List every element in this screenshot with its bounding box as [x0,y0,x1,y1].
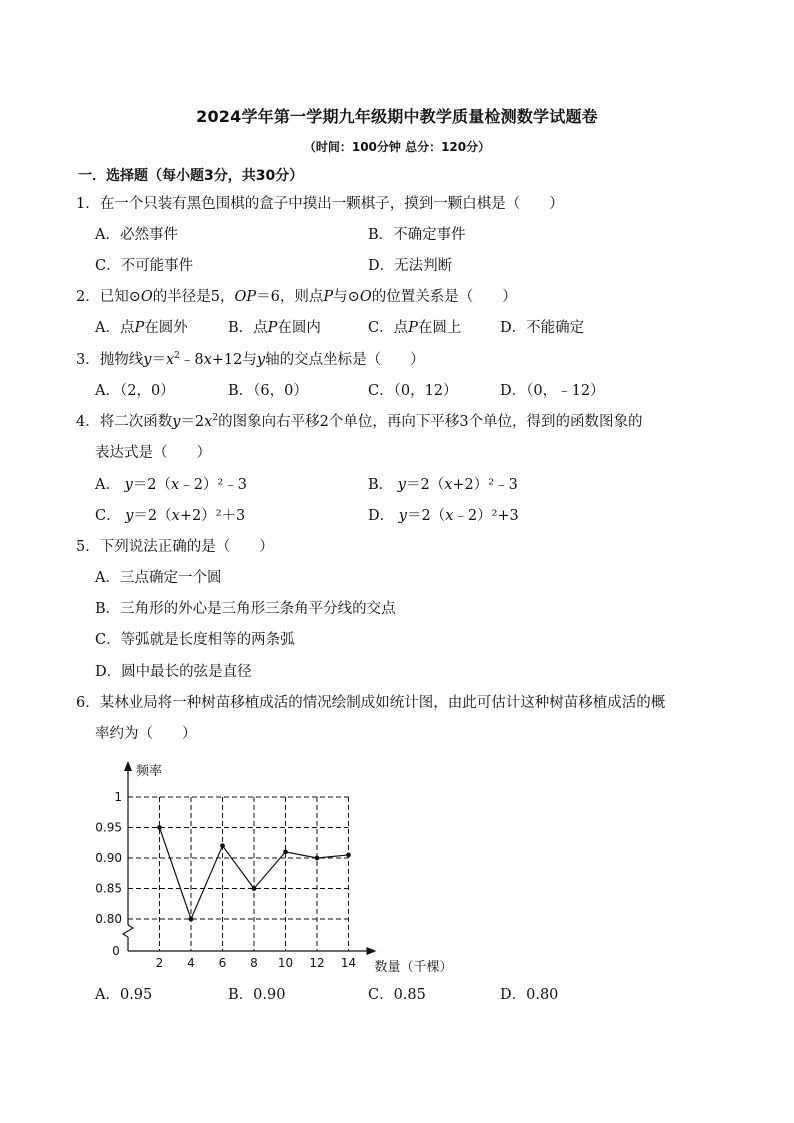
x-tick-label: 14 [340,956,357,970]
data-point [283,850,288,855]
data-point [252,886,257,891]
q5-option-b: B．三角形的外心是三角形三条角平分线的交点 [95,601,396,617]
q1-option-a: A．必然事件 [95,227,178,243]
q5-option-a: A．三点确定一个圆 [95,570,222,586]
y-tick-label: 0.85 [95,881,122,896]
origin-label: 0 [112,944,120,958]
question-3-stem: 3．抛物线$y=x^2﹣8x+12$与y轴的交点坐标是（ ） [76,351,425,368]
question-6-stem: 6．某林业局将一种树苗移植成活的情况绘制成如统计图，由此可估计这种树苗移植成活的概 [76,695,666,711]
x-tick-label: 8 [250,956,258,970]
q1-option-c: C．不可能事件 [95,258,194,274]
q2-option-a: A．点P在圆外 [95,320,188,336]
data-point [220,843,225,848]
q1-option-d: D．无法判断 [368,258,453,274]
q4-option-d: D． y＝2（x﹣2）²+3 [368,508,519,524]
q5-option-c: C．等弧就是长度相等的两条弧 [95,632,295,648]
question-6-stem-line2: 率约为（ ） [95,726,197,742]
question-4-stem: 4．将二次函数$y=2x^2$的图象向右平移2个单位，再向下平移3个单位，得到的函数图象的 [76,413,643,430]
q3-option-a: A．（2，0） [95,383,175,399]
x-axis-label: 数量（千棵） [374,960,453,975]
x-tick-label: 12 [309,956,325,970]
y-axis-label: 频率 [136,764,163,779]
y-axis-arrow [124,761,132,771]
q4-option-c: C． y＝2（x+2）²＋3 [95,508,246,524]
question-1-stem: 1．在一个只装有黑色围棋的盒子中摸出一颗棋子，摸到一颗白棋是（ ） [76,196,564,212]
y-tick-label: 0.95 [95,820,122,835]
x-tick-label: 10 [277,956,294,970]
exam-subtitle: （时间：100分钟 总分：120分） [303,140,491,154]
q6-option-b: B．0.90 [228,987,286,1003]
y-tick-label: 0.80 [95,912,122,926]
x-tick-label: 4 [187,956,195,970]
q3-option-b: B．（6，0） [228,383,308,399]
q4-option-a: A． y＝2（x﹣2）²﹣3 [95,477,247,493]
question-2-stem: 2．已知⊙O的半径是5，OP＝6，则点P与⊙O的位置关系是（ ） [76,289,517,305]
q2-option-b: B．点P在圆内 [228,320,321,336]
q2-option-c: C．点P在圆上 [368,320,462,336]
section-heading: 一．选择题（每小题3分，共30分） [78,168,304,184]
axis-break [123,925,133,937]
question-5-stem: 5．下列说法正确的是（ ） [76,539,274,555]
y-tick-label: 1 [114,790,122,804]
q3-option-d: D．（0，﹣12） [500,383,605,399]
q6-option-d: D．0.80 [500,987,559,1003]
q5-option-d: D．圆中最长的弦是直径 [95,664,252,680]
q3-option-c: C．（0，12） [368,383,458,399]
x-tick-label: 2 [155,956,164,970]
data-point [157,825,162,830]
data-point [346,853,351,858]
q6-option-a: A．0.95 [95,987,153,1003]
frequency-line-chart [90,755,470,975]
q6-option-c: C．0.85 [368,987,426,1003]
page-title: 2024学年第一学期九年级期中教学质量检测数学试题卷 [196,107,598,126]
x-tick-label: 6 [218,956,227,970]
y-tick-label: 0.90 [95,851,122,865]
question-4-stem-line2: 表达式是（ ） [95,445,211,461]
q4-option-b: B． y＝2（x+2）²﹣3 [368,477,518,493]
data-point [189,917,194,922]
x-axis-arrow [367,947,377,955]
q1-option-b: B．不确定事件 [368,227,466,243]
q2-option-d: D．不能确定 [500,320,585,336]
data-point [315,856,320,861]
